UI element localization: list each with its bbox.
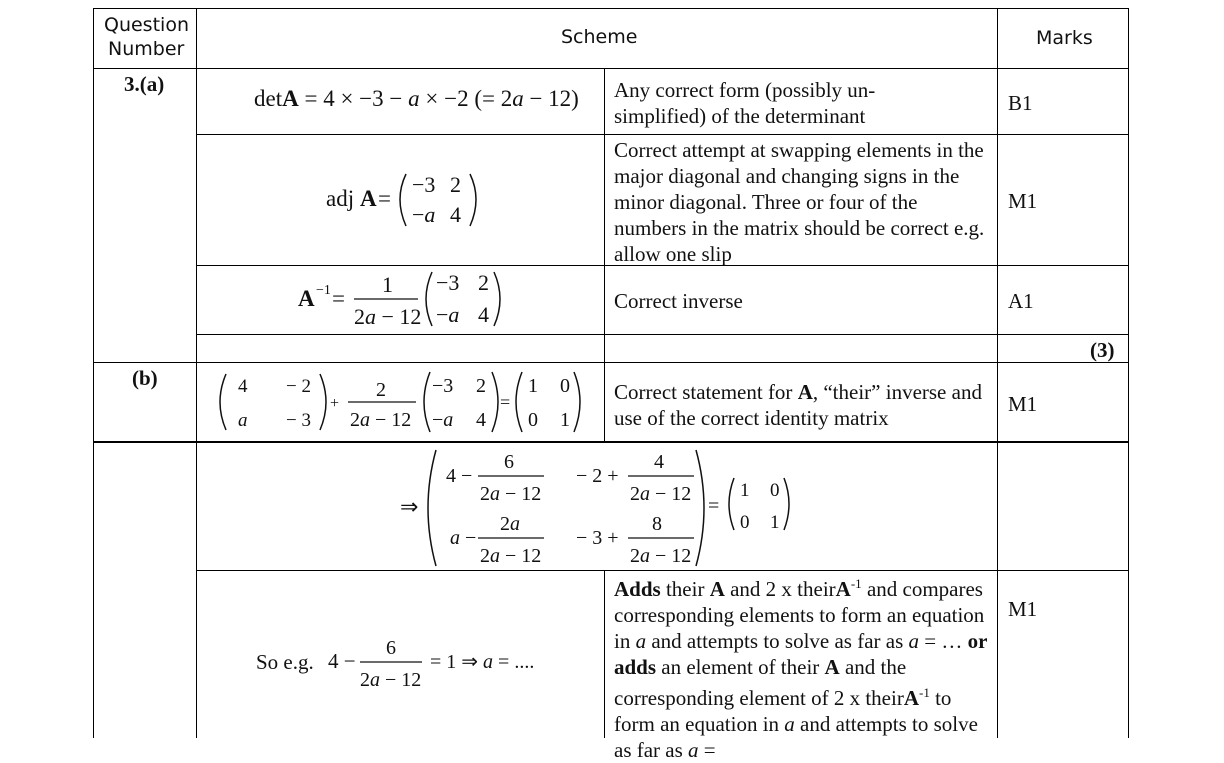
comment-text: and 2 x their [724, 577, 836, 601]
svg-text:2: 2 [478, 270, 489, 295]
svg-text:1: 1 [770, 512, 780, 533]
svg-text:− 2 +: − 2 + [576, 465, 619, 487]
col-divider-scheme [604, 68, 605, 442]
svg-text:1: 1 [740, 480, 750, 501]
comment-bold-a: A [903, 686, 919, 710]
row-rule [93, 362, 1129, 363]
svg-text:=: = [500, 392, 511, 412]
svg-text:+: + [330, 395, 340, 412]
comment-text: an element of their [656, 655, 825, 679]
svg-text:0: 0 [740, 512, 750, 533]
table-border-right [1128, 8, 1129, 738]
svg-text:−3: −3 [432, 375, 454, 397]
svg-text:−a: −a [436, 302, 460, 327]
svg-text:2a − 12: 2a − 12 [350, 409, 412, 431]
header-bottom-rule [93, 68, 1129, 69]
comment-text: and attempts to solve as far as [614, 712, 978, 762]
header-question-number-line1: Question [104, 14, 189, 36]
svg-text:−3: −3 [412, 172, 436, 197]
svg-text:2: 2 [476, 375, 486, 397]
svg-text:=: = [332, 286, 345, 311]
comment-text: = … [919, 629, 968, 653]
svg-text:1: 1 [528, 375, 538, 397]
comment-bold-a: A [824, 655, 840, 679]
svg-text:4: 4 [450, 202, 461, 227]
comment-det-a: Any correct form (possibly un-simplified) of the determinant [614, 78, 876, 128]
svg-text:− 3: − 3 [286, 410, 311, 431]
part-b-equation [210, 368, 600, 438]
svg-text:6: 6 [504, 451, 514, 473]
part-a-total: (3) [1090, 338, 1115, 362]
svg-text:4: 4 [476, 409, 486, 431]
comment-text: and the corresponding element of 2 x their [614, 655, 907, 710]
comment-text: = [698, 738, 716, 762]
a-inverse-matrix [294, 268, 514, 332]
svg-text:2a: 2a [500, 513, 520, 535]
so-eg-equation [326, 632, 556, 692]
det-a-equation: detA = 4 × −3 − a × −2 (= 2a − 12) [254, 86, 579, 111]
mark-b1: B1 [1008, 91, 1033, 115]
superscript-minus-one: -1 [919, 685, 930, 700]
svg-text:8: 8 [652, 513, 662, 535]
mark-m1-adds: M1 [1008, 597, 1038, 621]
table-border-top [93, 8, 1129, 9]
comment-italic-a: a [635, 629, 647, 653]
comment-text: to form an equation in [614, 686, 952, 736]
mark-m1-part-b: M1 [1008, 392, 1038, 416]
svg-text:a −: a − [450, 527, 477, 549]
svg-text:− 3 +: − 3 + [576, 527, 619, 549]
svg-text:6: 6 [386, 637, 396, 659]
svg-text:2a − 12: 2a − 12 [480, 483, 542, 505]
svg-text:−a: −a [432, 409, 454, 431]
question-label-3b: (b) [132, 366, 158, 390]
svg-text:4 −: 4 − [328, 649, 356, 673]
so-eg-label: So e.g. [256, 650, 314, 674]
superscript-minus-one: -1 [850, 576, 862, 591]
comment-bold-a: A [835, 577, 851, 601]
header-scheme: Scheme [561, 26, 638, 48]
svg-text:1: 1 [560, 409, 570, 431]
svg-text:A: A [298, 286, 315, 311]
svg-text:=: = [708, 495, 720, 517]
mark-m1-adj: M1 [1008, 189, 1038, 213]
svg-text:2: 2 [450, 172, 461, 197]
svg-text:= 1 ⇒ a = ....: = 1 ⇒ a = .... [430, 651, 535, 673]
svg-text:2a − 12: 2a − 12 [480, 545, 542, 567]
comment-part-b-bold-a: A [797, 380, 813, 404]
comment-correct-inverse: Correct inverse [614, 289, 743, 313]
col-divider-scheme-lower [604, 570, 605, 738]
implication-matrix [396, 446, 796, 570]
svg-text:−3: −3 [436, 270, 460, 295]
svg-text:4: 4 [654, 451, 664, 473]
row-rule [196, 134, 1128, 135]
svg-text:2a − 12: 2a − 12 [630, 545, 692, 567]
comment-part-b-text-1: Correct statement for [614, 380, 798, 404]
svg-text:1: 1 [382, 272, 393, 297]
comment-text: their [660, 577, 710, 601]
svg-text:2a − 12: 2a − 12 [360, 669, 422, 691]
comment-or-adds-bold: or adds [614, 629, 988, 679]
comment-adj-a: Correct attempt at swapping elements in the major diagonal and changing signs in the minor diagonal. Three or four of the numbers in the matrix should be correct e.g. allow one slip [614, 138, 985, 266]
svg-text:4: 4 [238, 376, 248, 397]
svg-text:2a − 12: 2a − 12 [354, 304, 422, 329]
comment-italic-a: a [688, 738, 699, 762]
svg-text:4 −: 4 − [446, 465, 473, 487]
svg-text:⇒: ⇒ [400, 494, 419, 519]
svg-text:adj: adj [326, 186, 355, 211]
adj-a-matrix [320, 168, 480, 232]
comment-italic-a: a [784, 712, 795, 736]
col-divider-marks [997, 8, 998, 738]
svg-text:a: a [238, 410, 248, 431]
comment-text: and compares corresponding elements to form an equation in [614, 577, 985, 653]
svg-text:A: A [360, 186, 377, 211]
question-label-3a: 3.(a) [124, 72, 165, 96]
comment-adds-their-a [614, 571, 994, 763]
svg-text:0: 0 [770, 480, 780, 501]
comment-part-b-statement [614, 379, 994, 431]
col-divider-question [196, 8, 197, 738]
header-question-number-line2: Number [108, 38, 185, 60]
row-rule [196, 334, 1128, 335]
svg-text:4: 4 [478, 302, 489, 327]
svg-text:0: 0 [560, 375, 570, 397]
comment-adds-bold: Adds [614, 577, 661, 601]
comment-part-b-text-2: , “their” inverse and use of the correct identity matrix [614, 380, 982, 430]
svg-text:=: = [378, 186, 391, 211]
svg-text:−a: −a [412, 202, 436, 227]
header-marks: Marks [1036, 27, 1093, 49]
svg-text:−1: −1 [316, 283, 331, 298]
svg-text:− 2: − 2 [286, 376, 311, 397]
table-border-left [93, 8, 94, 738]
row-rule-thick [93, 441, 1129, 443]
svg-text:2: 2 [376, 379, 386, 401]
comment-text: and attempts to solve as far as [646, 629, 909, 653]
comment-italic-a: a [908, 629, 920, 653]
svg-text:0: 0 [528, 409, 538, 431]
mark-a1: A1 [1008, 289, 1034, 313]
comment-bold-a: A [709, 577, 725, 601]
svg-text:2a − 12: 2a − 12 [630, 483, 692, 505]
